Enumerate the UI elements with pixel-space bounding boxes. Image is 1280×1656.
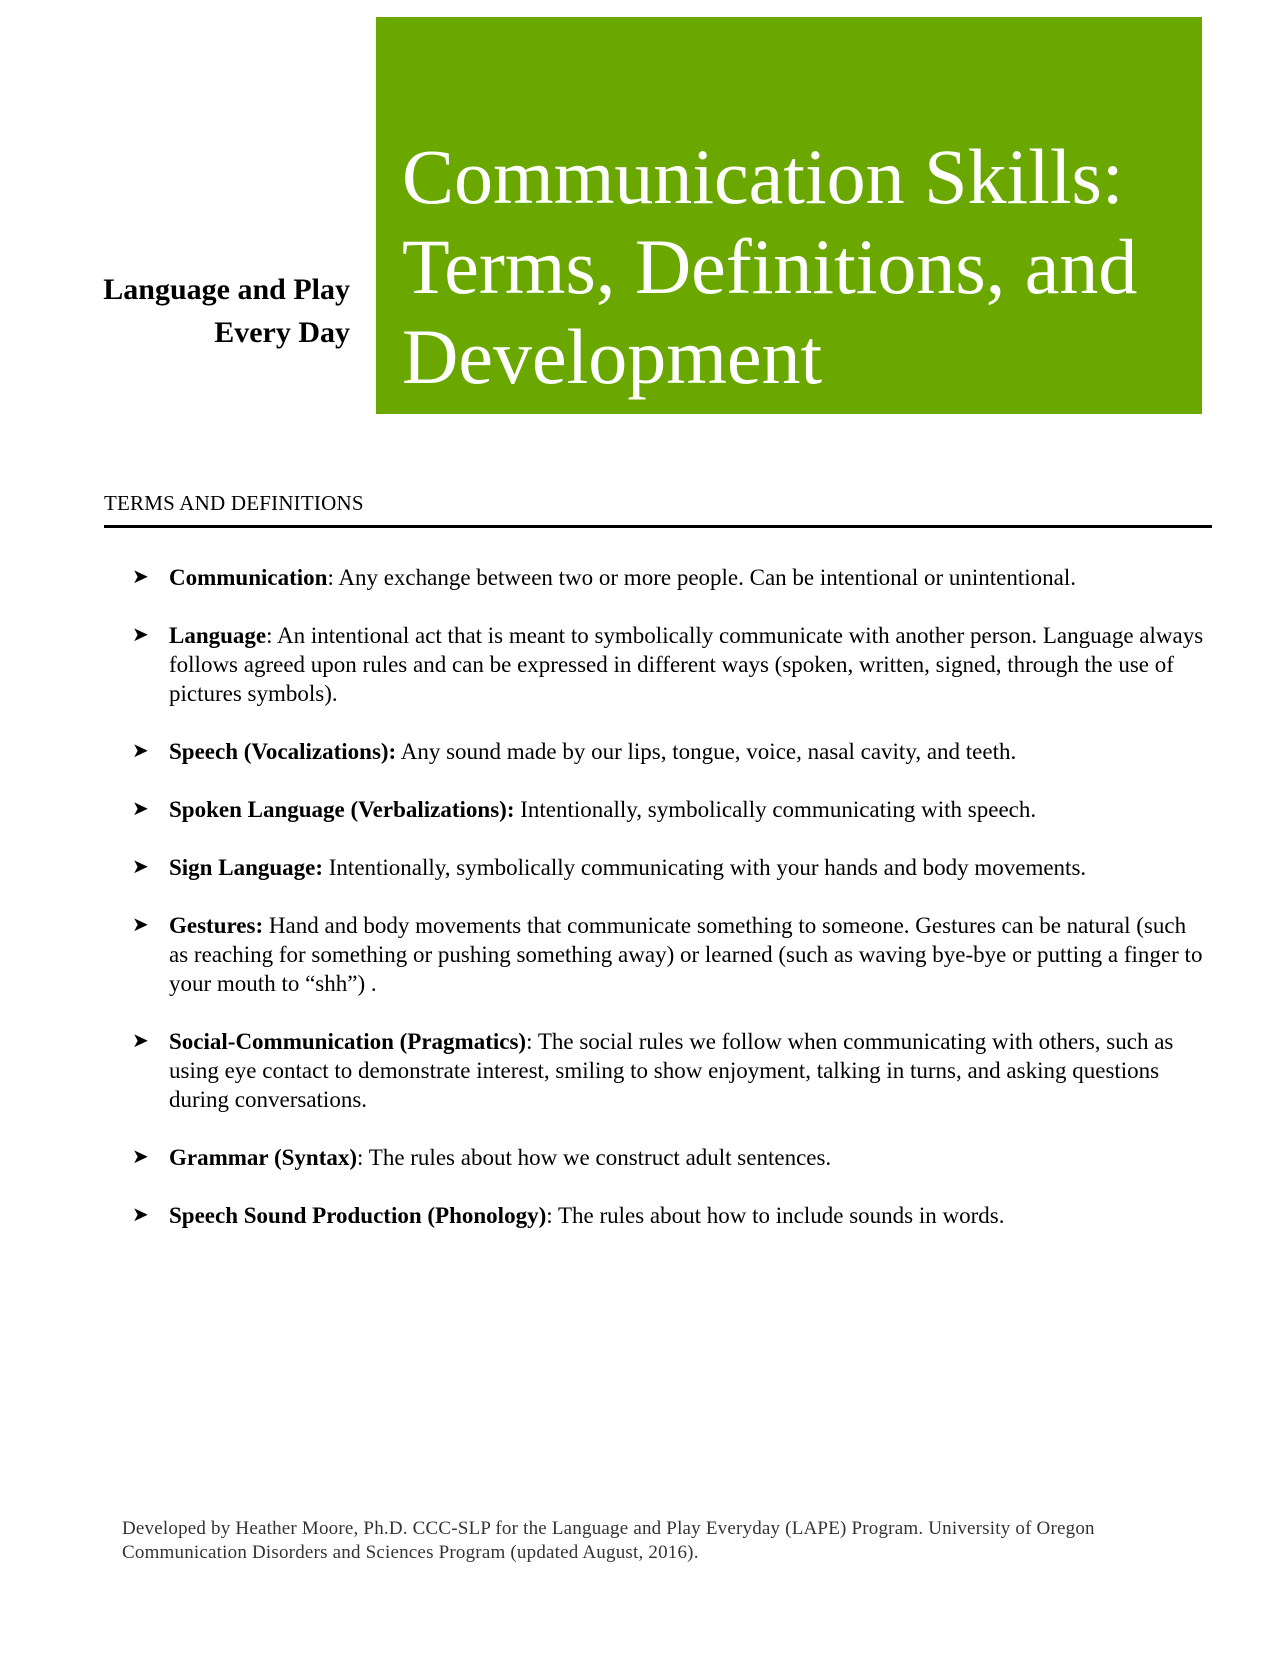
term-separator: :	[266, 623, 278, 648]
term-sign-language	[132, 853, 1204, 882]
arrowhead-bullet-icon: ➤	[132, 914, 149, 936]
arrowhead-bullet-icon: ➤	[132, 740, 149, 762]
term-definition: The social rules we follow when communicating with others, such as using eye contact to demonstrate interest, smiling to show enjoyment, talking in turns, and asking questions during conversations.	[169, 1029, 1174, 1112]
footer-credit	[122, 1517, 1202, 1565]
term-social-communication	[132, 1027, 1204, 1114]
term-separator: :	[546, 1203, 558, 1228]
term-separator: :	[327, 565, 339, 590]
terms-list	[132, 563, 1204, 1259]
program-name-line-2: Every Day	[214, 316, 350, 349]
term-gestures	[132, 911, 1204, 998]
term-grammar	[132, 1143, 1204, 1172]
term-name: Grammar (Syntax)	[169, 1145, 358, 1170]
term-definition: Intentionally, symbolically communicating with speech.	[520, 797, 1037, 822]
term-name: Social-Communication (Pragmatics)	[169, 1029, 527, 1054]
term-name: Communication	[169, 565, 328, 590]
term-name: Spoken Language (Verbalizations):	[169, 797, 515, 822]
program-name-line-1: Language and Play	[103, 273, 350, 306]
term-name: Speech Sound Production (Phonology)	[169, 1203, 547, 1228]
title-line-1: Communication Skills:	[402, 133, 1124, 220]
term-separator: :	[526, 1029, 538, 1054]
arrowhead-bullet-icon: ➤	[132, 624, 149, 646]
arrowhead-bullet-icon: ➤	[132, 1204, 149, 1226]
term-definition: Hand and body movements that communicate something to someone. Gestures can be natural (such as reaching for something or pushing something away) or learned (such as waving bye-bye or putting a finger to your mouth to “shh”) .	[169, 913, 1203, 996]
term-communication	[132, 563, 1204, 592]
term-speech	[132, 737, 1204, 766]
footer-line-1: Developed by Heather Moore, Ph.D. CCC-SLP for the Language and Play Everyday (LAPE) Program. University of Oregon	[122, 1518, 1095, 1539]
term-name: Gestures:	[169, 913, 264, 938]
term-name: Language	[169, 623, 267, 648]
term-name: Speech (Vocalizations):	[169, 739, 397, 764]
term-definition: The rules about how we construct adult sentences.	[368, 1145, 832, 1170]
arrowhead-bullet-icon: ➤	[132, 566, 149, 588]
term-name: Sign Language:	[169, 855, 324, 880]
term-speech-sound-production	[132, 1201, 1204, 1230]
term-definition: Any sound made by our lips, tongue, voice, nasal cavity, and teeth.	[400, 739, 1017, 764]
term-spoken-language	[132, 795, 1204, 824]
term-definition: The rules about how to include sounds in words.	[557, 1203, 1005, 1228]
program-name	[40, 268, 350, 354]
section-divider	[104, 525, 1212, 528]
arrowhead-bullet-icon: ➤	[132, 1030, 149, 1052]
title-line-2: Terms, Definitions, and	[402, 223, 1138, 310]
term-definition: Any exchange between two or more people. Can be intentional or unintentional.	[338, 565, 1077, 590]
arrowhead-bullet-icon: ➤	[132, 798, 149, 820]
title-banner	[376, 17, 1202, 414]
term-definition: Intentionally, symbolically communicating with your hands and body movements.	[328, 855, 1087, 880]
term-definition: An intentional act that is meant to symbolically communicate with another person. Language always follows agreed upon rules and can be expressed in different ways (spoken, written, signed, through the use of pictures symbols).	[169, 623, 1204, 706]
arrowhead-bullet-icon: ➤	[132, 1146, 149, 1168]
arrowhead-bullet-icon: ➤	[132, 856, 149, 878]
footer-line-2: Communication Disorders and Sciences Program (updated August, 2016).	[122, 1542, 699, 1563]
term-language	[132, 621, 1204, 708]
term-separator: :	[357, 1145, 369, 1170]
title-line-3: Development	[402, 313, 823, 400]
section-heading: TERMS AND DEFINITIONS	[104, 491, 364, 515]
